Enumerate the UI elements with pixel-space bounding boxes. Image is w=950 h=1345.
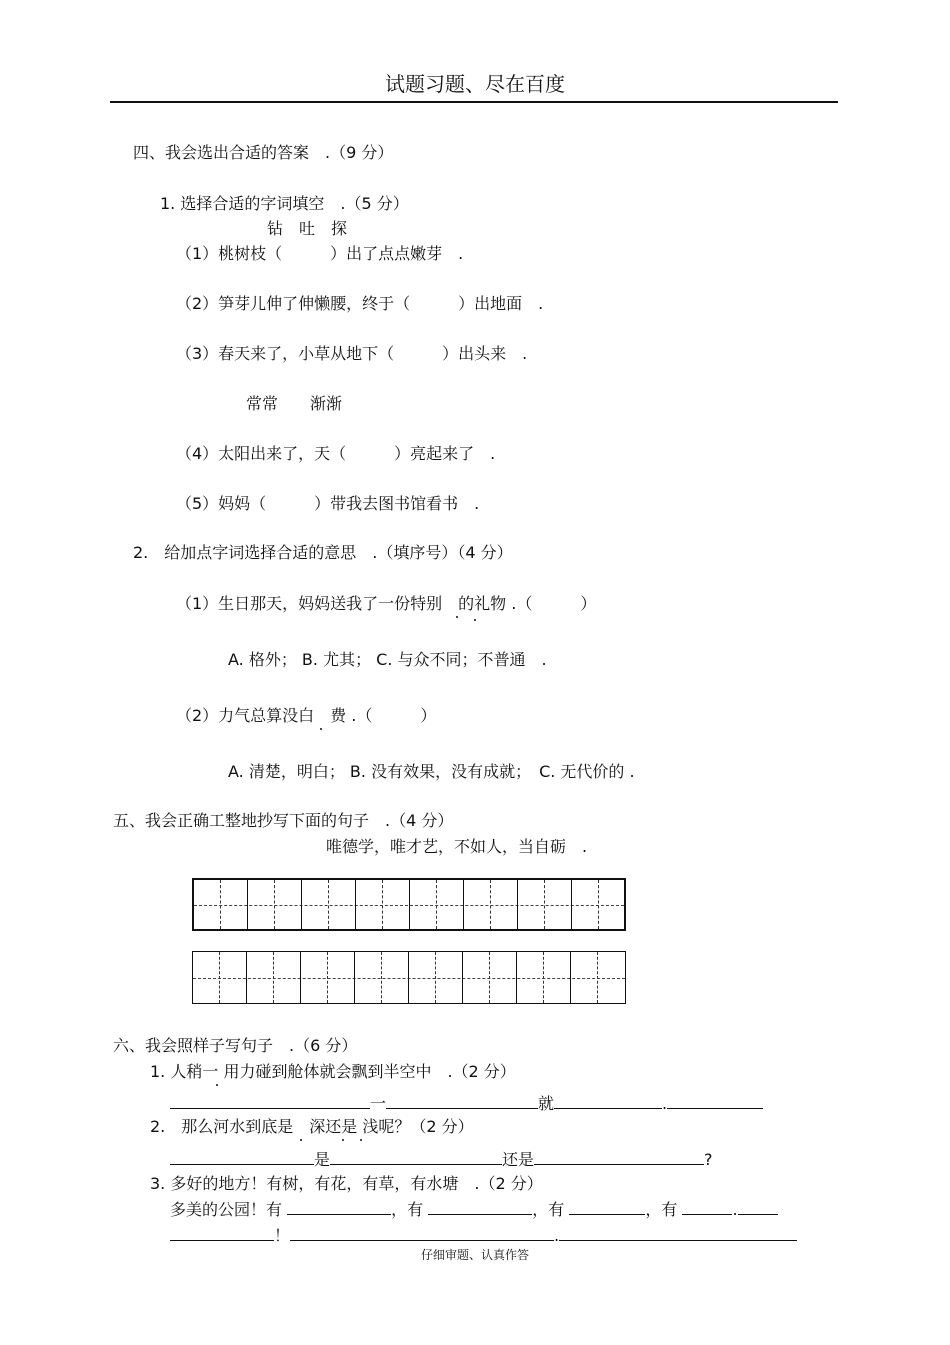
s6-q3-answer-line-2[interactable] — [170, 1226, 797, 1244]
emphasis-dot — [342, 1139, 344, 1141]
emphasis-dot — [474, 619, 476, 621]
q1-item-5: （5）妈妈（ ）带我去图书馆看书 . — [176, 494, 480, 513]
s6-q1-answer-line[interactable] — [170, 1094, 763, 1112]
q2-sentence-2: （2）力气总算没白 费 .（ ） — [176, 706, 437, 725]
s6-q3-sep-2: ，有 — [532, 1200, 565, 1219]
s6-q3-title: 3. 多好的地方！有树，有花，有草，有水塘 .（2 分） — [150, 1174, 543, 1193]
s6-q3-excl: ！ — [274, 1226, 291, 1245]
emphasis-dot — [300, 1139, 302, 1141]
s6-q1-title: 1. 人稍一 用力碰到舱体就会飘到半空中 .（2 分） — [150, 1062, 516, 1081]
writing-grid-2[interactable] — [192, 951, 626, 1004]
s6-q3-sep-1: ，有 — [391, 1200, 424, 1219]
q1-item-3: （3）春天来了，小草从地下（ ）出头来 . — [176, 344, 528, 363]
q1-title: 1. 选择合适的字词填空 .（5 分） — [160, 194, 409, 213]
emphasis-dot — [360, 1139, 362, 1141]
s6-q2-answer-line[interactable] — [170, 1150, 713, 1168]
s6-q3-lead: 多美的公园！有 — [170, 1200, 283, 1219]
emphasis-dot — [456, 616, 458, 618]
s6-q1-end: . — [662, 1094, 668, 1113]
s6-q1-word-2: 就 — [538, 1094, 555, 1113]
q2-options-1: A. 格外； B. 尤其； C. 与众不同；不普通 . — [228, 650, 547, 669]
section-5-title: 五、我会正确工整地抄写下面的句子 .（4 分） — [113, 811, 454, 830]
emphasis-dot — [320, 728, 322, 730]
s6-q2-word-1: 是 — [314, 1150, 331, 1169]
q2-sentence-1: （1）生日那天，妈妈送我了一份特别 的礼物 .（ ） — [176, 594, 597, 613]
page-header: 试题习题、尽在百度 — [385, 72, 565, 96]
q2-title: 2. 给加点字词选择合适的意思 .（填序号）（4 分） — [133, 543, 513, 562]
s6-q3-answer-line-1[interactable] — [170, 1200, 778, 1218]
page-footer: 仔细审题、认真作答 — [420, 1248, 529, 1262]
word-bank-2: 常常 渐渐 — [246, 394, 343, 413]
s6-q3-end-2: . — [554, 1226, 560, 1245]
section-6-title: 六、我会照样子写句子 .（6 分） — [113, 1036, 358, 1055]
s6-q3-sep-3: ，有 — [645, 1200, 678, 1219]
header-rule — [110, 101, 838, 103]
copy-sentence: 唯德学，唯才艺，不如人，当自砺 . — [326, 837, 588, 856]
s6-q1-word-1: 一 — [370, 1094, 387, 1113]
q1-item-4: （4）太阳出来了，天（ ）亮起来了 . — [176, 444, 496, 463]
s6-q2-end: ? — [704, 1150, 713, 1169]
q2-options-2: A. 清楚，明白； B. 没有效果，没有成就； C. 无代价的 . — [228, 762, 635, 781]
s6-q3-end: . — [732, 1200, 738, 1219]
section-4-title: 四、我会选出合适的答案 .（9 分） — [133, 143, 394, 162]
s6-q2-title: 2. 那么河水到底是 深还是 浅呢？（2 分） — [150, 1117, 474, 1136]
word-bank-1: 钻 吐 探 — [267, 219, 348, 238]
s6-q2-word-2: 还是 — [502, 1150, 535, 1169]
q1-item-1: （1）桃树枝（ ）出了点点嫩芽 . — [176, 244, 464, 263]
q1-item-2: （2）笋芽儿伸了伸懒腰，终于（ ）出地面 . — [176, 294, 544, 313]
emphasis-dot — [216, 1084, 218, 1086]
writing-grid-1[interactable] — [192, 878, 626, 931]
